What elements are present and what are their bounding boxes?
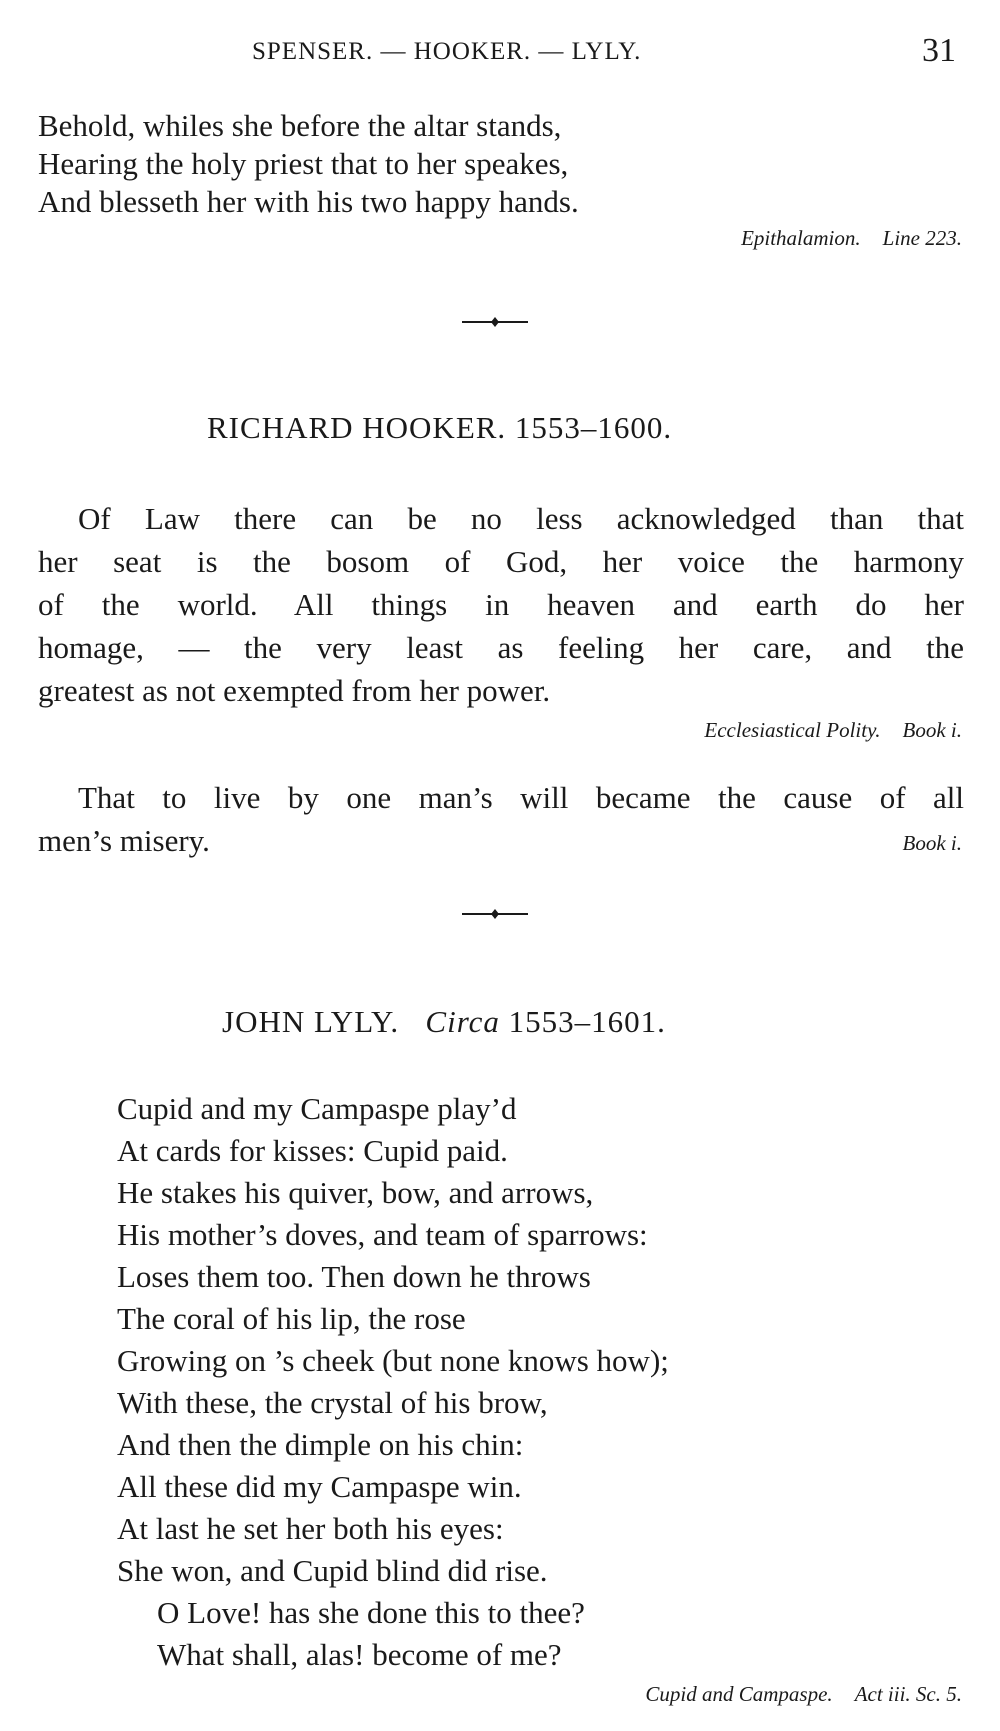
poem-line: O Love! has she done this to thee? [157,1595,585,1630]
running-title: SPENSER. — HOOKER. — LYLY. [252,38,642,65]
prose-line: homage, — the very least as feeling her care, and the [38,630,964,665]
circa-label: Circa [425,1004,500,1039]
citation [741,228,962,249]
section-divider-ornament [462,907,528,921]
section-heading [222,1006,666,1037]
poem-line: At cards for kisses: Cupid paid. [117,1133,508,1168]
poem-line: At last he set her both his eyes: [117,1511,504,1546]
citation-location: Line 223. [882,226,962,250]
citation-work: Cupid and Campaspe. [645,1682,833,1706]
poem-line: The coral of his lip, the rose [117,1301,466,1336]
prose-line: men’s misery. [38,823,210,858]
verse-line: Hearing the holy priest that to her speakes, [38,146,569,181]
poem-line: He stakes his quiver, bow, and arrows, [117,1175,594,1210]
poem-line: What shall, alas! become of me? [157,1637,562,1672]
poem-line: All these did my Campaspe win. [117,1469,522,1504]
poem-line: With these, the crystal of his brow, [117,1385,548,1420]
verse-line: Behold, whiles she before the altar stands, [38,108,562,143]
author-dates: 1553–1601. [508,1004,666,1039]
running-head [0,30,1000,74]
citation-work: Epithalamion. [741,226,861,250]
section-heading: RICHARD HOOKER. 1553–1600. [207,410,673,445]
poem-line: She won, and Cupid blind did rise. [117,1553,548,1588]
citation-location: Book i. [902,718,962,742]
citation-work: Ecclesiastical Polity. [704,718,881,742]
verse-line: And blesseth her with his two happy hands. [38,184,579,219]
prose-line: Of Law there can be no less acknowledged than that [78,501,964,536]
citation: Book i. [902,831,962,855]
citation [645,1684,962,1705]
page-number: 31 [922,32,956,69]
citation [704,720,962,741]
author-name: JOHN LYLY. [222,1004,400,1039]
poem-line: Cupid and my Campaspe play’d [117,1091,517,1126]
prose-line: of the world. All things in heaven and earth do her [38,587,964,622]
prose-line: greatest as not exempted from her power. [38,673,551,708]
poem-line: And then the dimple on his chin: [117,1427,524,1462]
poem-line: Growing on ’s cheek (but none knows how); [117,1343,669,1378]
section-divider-ornament [462,315,528,329]
prose-line: her seat is the bosom of God, her voice the harmony [38,544,964,579]
poem-line: Loses them too. Then down he throws [117,1259,591,1294]
citation-location: Act iii. Sc. 5. [854,1682,962,1706]
prose-line: That to live by one man’s will became the cause of all [78,780,964,815]
poem-line: His mother’s doves, and team of sparrows: [117,1217,648,1252]
